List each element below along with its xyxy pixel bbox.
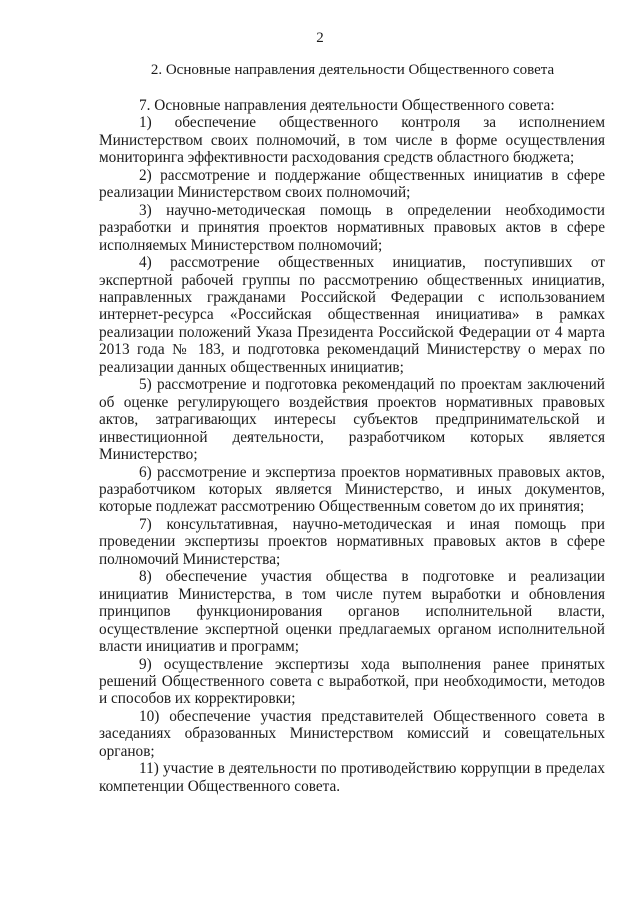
document-body <box>99 97 605 795</box>
page-number: 2 <box>316 30 324 46</box>
list-item-3: 3) научно-методическая помощь в определении необходимости разработки и принятия проектов нормативных правовых актов в сфере исполняемых Министерством полномочий; <box>99 201 605 254</box>
list-item-1: 1) обеспечение общественного контроля за исполнением Министерством своих полномочий, в том числе в форме осуществления мониторинга эффективности расходования средств областного бюджета; <box>99 114 605 167</box>
list-item-6: 6) рассмотрение и экспертиза проектов нормативных правовых актов, разработчиком которых является Министерство, и иных документов, которые подлежат рассмотрению Общественным советом до их принятия; <box>99 463 605 516</box>
list-item-9: 9) осуществление экспертизы хода выполнения ранее принятых решений Общественного совета с выработкой, при необходимости, методов и способов их корректировки; <box>99 655 605 708</box>
paragraph-intro: 7. Основные направления деятельности Общественного совета: <box>139 97 555 114</box>
list-item-7: 7) консультативная, научно-методическая и иная помощь при проведении экспертизы проектов нормативных правовых актов в сфере полномочий Министерства; <box>99 515 605 568</box>
list-item-10: 10) обеспечение участия представителей Общественного совета в заседаниях образованных Министерством комиссий и совещательных органов; <box>99 707 605 760</box>
list-item-11: 11) участие в деятельности по противодействию коррупции в пределах компетенции Общественного совета. <box>99 760 605 795</box>
list-item-2: 2) рассмотрение и поддержание общественных инициатив в сфере реализации Министерством своих полномочий; <box>99 166 605 202</box>
list-item-8: 8) обеспечение участия общества в подготовке и реализации инициатив Министерства, в том числе путем выработки и обновления принципов функционирования органов исполнительной власти, осуществление экспертной оценки предлагаемых органом исполнительной власти инициатив и программ; <box>99 568 605 656</box>
list-item-4: 4) рассмотрение общественных инициатив, поступивших от экспертной рабочей группы по рассмотрению общественных инициатив, направленных гражданами Российской Федерации с использованием интернет-ресурса «Российская общественная инициатива» в рамках реализации положений Указа Президента Российской Федерации от 4 марта 2013 года № 183, и подготовка рекомендаций Министерству о мерах по реализации данных общественных инициатив; <box>99 254 605 376</box>
list-item-5: 5) рассмотрение и подготовка рекомендаций по проектам заключений об оценке регулирующего воздействия проектов нормативных правовых актов, затрагивающих интересы субъектов предпринимательской и инвестиционной деятельности, разработчиком которых является Министерство; <box>99 376 605 464</box>
section-heading: 2. Основные направления деятельности Общественного совета <box>150 62 555 78</box>
